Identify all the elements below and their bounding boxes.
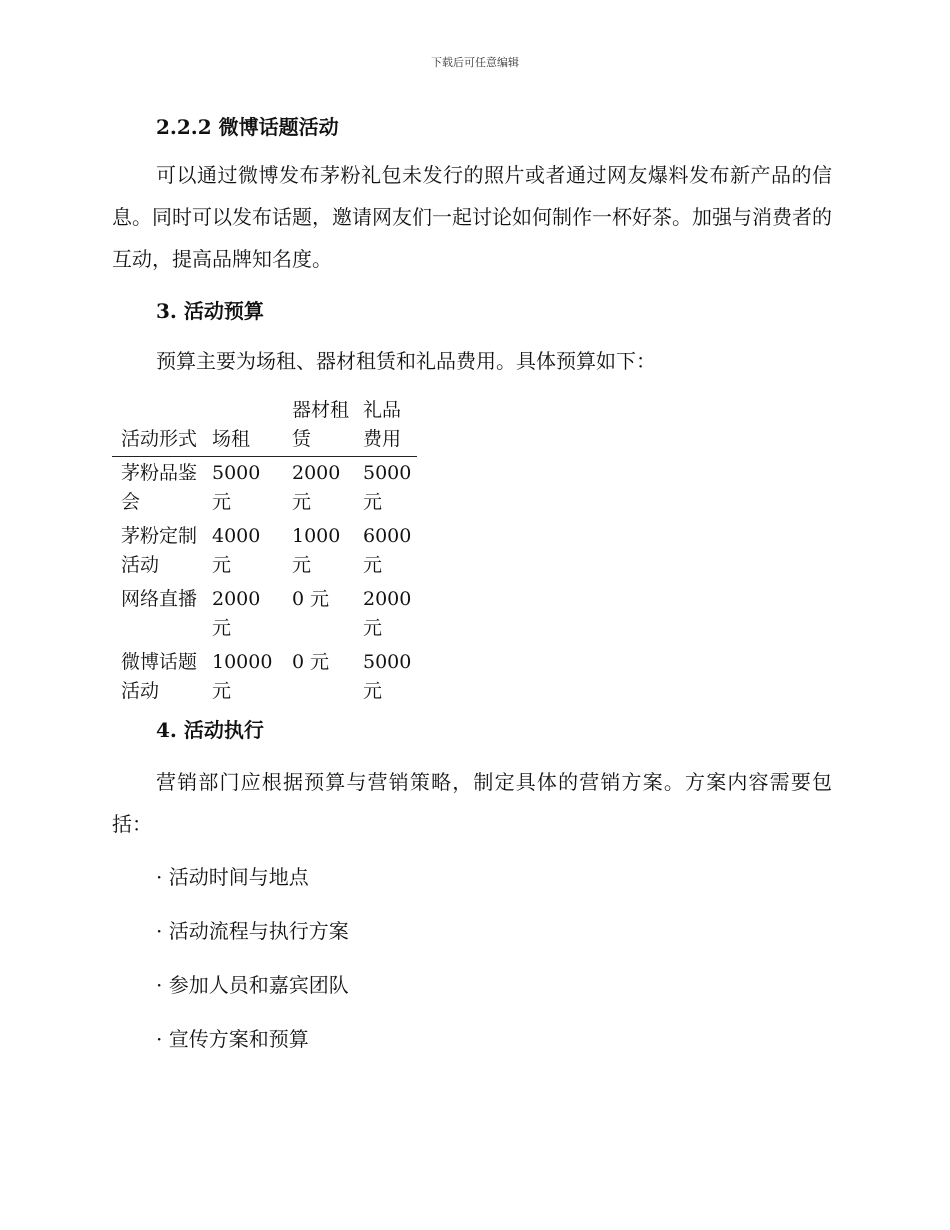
table-header-cell: 器材租赁 bbox=[292, 399, 350, 450]
table-row bbox=[112, 583, 417, 646]
page-header: 下载后可任意编辑 bbox=[431, 56, 519, 69]
list-item: · 宣传方案和预算 bbox=[156, 1027, 309, 1051]
list-item: · 参加人员和嘉宾团队 bbox=[156, 973, 349, 997]
table-cell: 5000 元 bbox=[363, 462, 412, 513]
weibo-paragraph: 可以通过微博发布茅粉礼包未发行的照片或者通过网友爆料发布新产品的信息。同时可以发布话题，邀请网友们一起讨论如何制作一杯好茶。加强与消费者的互动，提高品牌知名度。 bbox=[112, 163, 832, 271]
table-cell: 4000 元 bbox=[212, 525, 261, 576]
table-cell: 1000 元 bbox=[292, 525, 341, 576]
execution-bullet-list bbox=[112, 857, 832, 1059]
table-cell: 5000 元 bbox=[363, 651, 412, 702]
table-cell: 微博话题活动 bbox=[121, 651, 198, 702]
table-cell: 茅粉定制活动 bbox=[121, 525, 198, 576]
table-cell: 2000 元 bbox=[363, 588, 412, 639]
section-heading-execution: 4. 活动执行 bbox=[156, 718, 264, 742]
budget-table bbox=[112, 396, 417, 709]
table-header-row bbox=[112, 396, 417, 457]
document-body bbox=[112, 108, 832, 1059]
table-header-cell: 活动形式 bbox=[121, 428, 198, 450]
table-cell: 0 元 bbox=[292, 588, 330, 610]
table-row bbox=[112, 646, 417, 709]
list-item: · 活动时间与地点 bbox=[156, 865, 309, 889]
table-cell: 10000 元 bbox=[212, 651, 273, 702]
budget-paragraph: 预算主要为场租、器材租赁和礼品费用。具体预算如下： bbox=[156, 349, 656, 373]
table-cell: 茅粉品鉴会 bbox=[121, 462, 198, 513]
section-heading-budget: 3. 活动预算 bbox=[156, 299, 264, 323]
table-cell: 5000 元 bbox=[212, 462, 261, 513]
list-item: · 活动流程与执行方案 bbox=[156, 919, 349, 943]
table-header-cell: 场租 bbox=[212, 428, 251, 450]
table-cell: 6000 元 bbox=[363, 525, 412, 576]
section-heading-weibo: 2.2.2 微博话题活动 bbox=[156, 115, 339, 139]
table-cell: 0 元 bbox=[292, 651, 330, 673]
table-cell: 网络直播 bbox=[121, 588, 198, 610]
table-row bbox=[112, 457, 417, 521]
execution-paragraph: 营销部门应根据预算与营销策略，制定具体的营销方案。方案内容需要包括： bbox=[112, 770, 832, 836]
table-header-cell: 礼品费用 bbox=[363, 399, 402, 450]
table-cell: 2000 元 bbox=[212, 588, 261, 639]
table-row bbox=[112, 520, 417, 583]
table-cell: 2000 元 bbox=[292, 462, 341, 513]
